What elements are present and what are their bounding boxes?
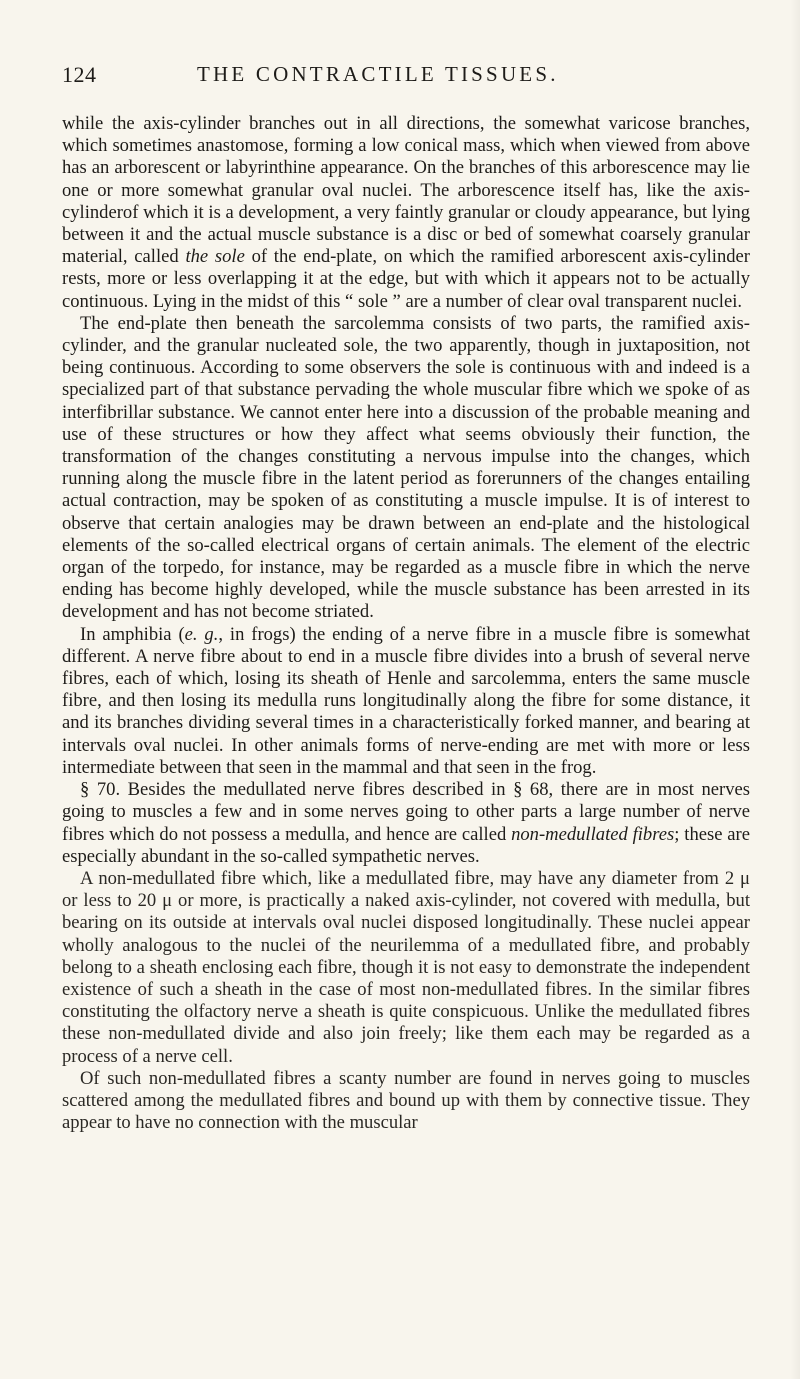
paragraph-3 <box>62 624 750 779</box>
paragraph-1 <box>62 113 750 313</box>
paragraph-text: ; these are especially abundant in the so-called sympathetic nerves. <box>62 823 750 867</box>
italic-term: the sole <box>185 246 245 268</box>
paragraph-4-section-70 <box>62 779 750 868</box>
italic-term: e. g. <box>184 623 219 645</box>
paragraph-text: , in frogs) the ending of a nerve fibre in a muscle fibre is somewhat different. A nerve fibre about to end in a muscle fibre divides into a brush of several nerve fibres, each of which, losing its sheath of Henle and sarcolemma, enters the same muscle fibre, and then losing its medulla runs longitudinally along the fibre for some distance, it and its branches dividing several times in a characteristically forked manner, and bearing at intervals oval nuclei. In other animals forms of nerve-ending are met with more or less intermediate between that seen in the mammal and that seen in the frog. <box>62 623 750 778</box>
paragraph-text: while the axis-cylinder branches out in all directions, the somewhat varicose branches, which sometimes anastomose, forming a low conical mass, which when viewed from above has an arborescent or labyrinthine appearance. On the branches of this arborescence may lie one or more somewhat granular oval nuclei. The arborescence itself has, like the axis-cylinderof which it is a development, a very faintly granular or cloudy appearance, but lying between it and the actual muscle substance is a disc or bed of somewhat coarsely granular material, called <box>62 113 750 268</box>
body-text <box>62 113 750 1134</box>
paragraph-text: Of such non-medullated fibres a scanty number are found in nerves going to muscles scattered among the medullated fibres and bound up with them by connective tissue. They appear to have no connection with the muscular <box>62 1067 750 1134</box>
italic-term: non-medullated fibres <box>511 823 675 845</box>
running-head: THE CONTRACTILE TISSUES. <box>197 62 559 86</box>
page-number: 124 <box>62 62 97 87</box>
paragraph-text: A non-medullated fibre which, like a medullated fibre, may have any diameter from 2 μ or less to 20 μ or more, is practically a naked axis-cylinder, not covered with medulla, but bearing on its outside at intervals oval nuclei disposed longitudinally. These nuclei appear wholly analogous to the nuclei of the neurilemma of a medullated fibre, and probably belong to a sheath enclosing each fibre, though it is not easy to demonstrate the independent existence of such a sheath in the case of most non-medullated fibres. In the similar fibres constituting the olfactory nerve a sheath is quite conspicuous. Unlike the medullated fibres these non-medullated divide and also join freely; like them each may be regarded as a process of a nerve cell. <box>62 867 750 1067</box>
page-header <box>62 62 752 92</box>
paragraph-text: The end-plate then beneath the sarcolemma consists of two parts, the ramified axis-cylinder, and the granular nucleated sole, the two apparently, though in juxtaposition, not being continuous. According to some observers the sole is continuous with and indeed is a specialized part of that substance pervading the whole muscular fibre which we spoke of as interfibrillar substance. We cannot enter here into a discussion of the probable meaning and use of these structures or how they affect what seems obviously their function, the transformation of the changes constituting a nervous impulse into the changes, which running along the muscle fibre in the latent period as forerunners of the changes entailing actual contraction, may be spoken of as constituting a muscle impulse. It is of interest to observe that certain analogies may be drawn between an end-plate and the histological elements of the so-called electrical organs of certain animals. The element of the electric organ of the torpedo, for instance, may be regarded as a muscle fibre in which the nerve ending has become highly developed, while the muscle substance has been arrested in its development and has not become striated. <box>62 312 750 623</box>
paragraph-2 <box>62 313 750 624</box>
paragraph-5 <box>62 868 750 1068</box>
paragraph-text: In amphibia ( <box>80 623 185 645</box>
paragraph-6 <box>62 1068 750 1135</box>
paragraph-text: of the end-plate, on which the ramified arborescent axis-cylinder rests, more or less overlapping it at the edge, but with which it appears not to be actually continuous. Lying in the midst of this “ sole ” are a number of clear oval transparent nuclei. <box>62 246 750 312</box>
paragraph-text: § 70. Besides the medullated nerve fibres described in § 68, there are in most nerves going to muscles a few and in some nerves going to other parts a large number of nerve fibres which do not possess a medulla, and hence are called <box>62 779 750 845</box>
